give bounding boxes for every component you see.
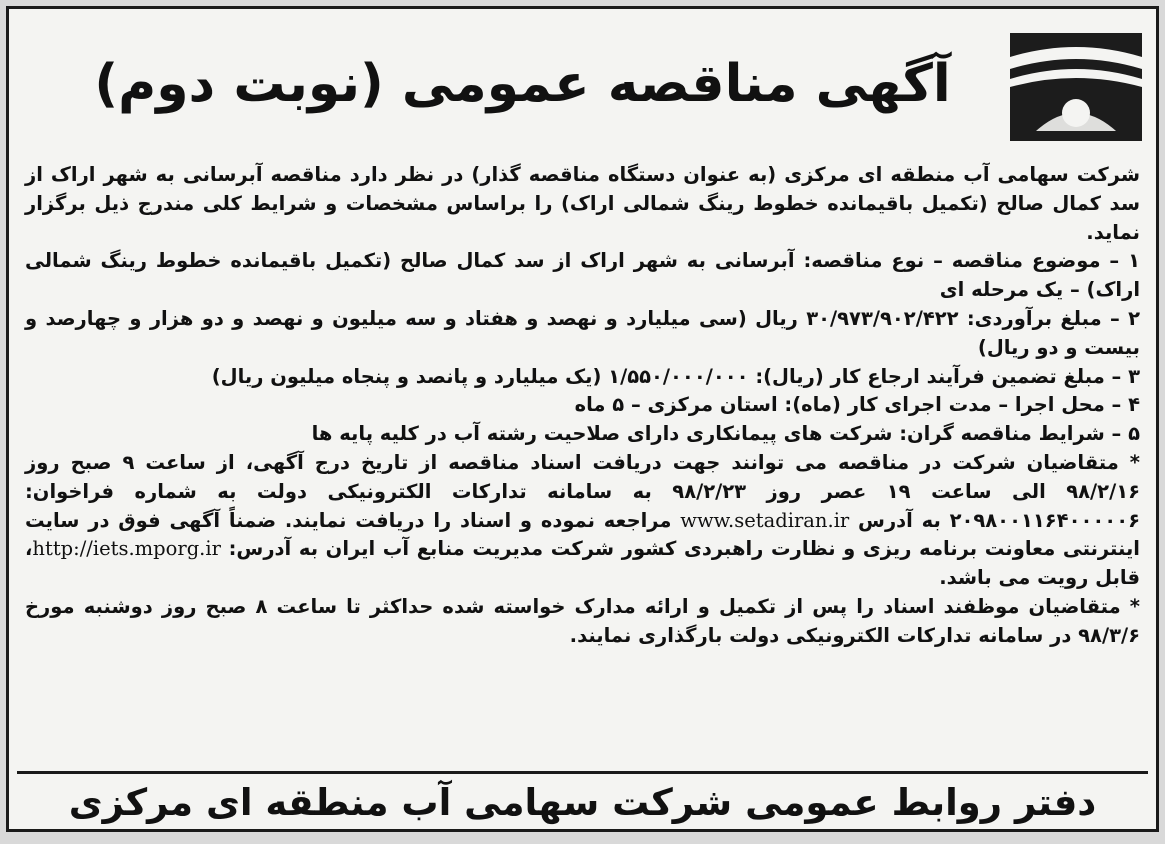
mporg-link[interactable]: http://iets.mporg.ir (32, 537, 221, 561)
water-company-logo-icon (1006, 29, 1146, 145)
footer-divider (17, 771, 1148, 774)
note-document-upload: * متقاضیان موظفند اسناد را پس از تکمیل و ارائه مدارک خواسته شده حداکثر تا ساعت ۸ صبح روز دوشنبه مورخ ۹۸/۳/۶ در سامانه تدارکات الکترونیکی دولت بارگذاری نمایند. (25, 594, 1140, 647)
notice-body (25, 161, 1140, 651)
note1-text-a: * متقاضیان شرکت در مناقصه می توانند جهت دریافت اسناد مناقصه از تاریخ درج آگهی، از ساعت ۹ صبح روز ۹۸/۲/۱۶ الی ساعت ۱۹ عصر روز ۹۸/۲/۲۳ به سامانه تدارکات الکترونیکی دولت به شماره فراخوان: ۲۰۹۸۰۰۱۱۶۴۰۰۰۰۰۶ به آدرس (25, 450, 1141, 532)
note-document-retrieval (25, 449, 1140, 593)
item-location-duration: ۴ – محل اجرا – مدت اجرای کار (ماه): استان مرکزی – ۵ ماه (574, 393, 1140, 417)
item-subject: ۱ – موضوع مناقصه – نوع مناقصه: آبرسانی به شهر اراک از سد کمال صالح (تکمیل باقیمانده خطوط رینگ شمالی اراک) – یک مرحله ای (25, 249, 1140, 302)
header (19, 19, 1146, 155)
tender-notice (6, 6, 1159, 832)
item-bidder-conditions: ۵ – شرایط مناقصه گران: شرکت های پیمانکاری دارای صلاحیت رشته آب در کلیه پایه ها (311, 422, 1140, 446)
item-guarantee-amount: ۳ – مبلغ تضمین فرآیند ارجاع کار (ریال): ۱/۵۵۰/۰۰۰/۰۰۰ (یک میلیارد و پانصد و پنجاه میلیون ریال) (211, 364, 1140, 388)
footer-signature: دفتر روابط عمومی شرکت سهامی آب منطقه ای مرکزی (68, 781, 1097, 824)
note1-text-c: ، قابل رویت می باشد. (25, 537, 1140, 590)
setadiran-link[interactable]: www.setadiran.ir (680, 508, 850, 532)
note1-text-b: مراجعه نموده و اسناد را دریافت نمایند. ضمناً آگهی فوق در سایت اینترنتی معاونت برنامه ریزی و نظارت راهبردی کشور شرکت مدیریت منابع آب ایران به آدرس: (25, 508, 1140, 561)
intro-paragraph: شرکت سهامی آب منطقه ای مرکزی (به عنوان دستگاه مناقصه گذار) در نظر دارد مناقصه آبرسانی به شهر اراک از سد کمال صالح (تکمیل باقیمانده خطوط رینگ شمالی اراک) را براساس مشخصات و شرایط کلی مندرج ذیل برگزار نماید. (25, 163, 1140, 244)
item-estimated-amount: ۲ – مبلغ برآوردی: ۳۰/۹۷۳/۹۰۲/۴۲۲ ریال (سی میلیارد و نهصد و هفتاد و سه میلیون و نهصد و دو هزار و چهارصد و بیست و دو ریال) (25, 306, 1140, 359)
notice-title: آگهی مناقصه عمومی (نوبت دوم) (94, 54, 951, 114)
